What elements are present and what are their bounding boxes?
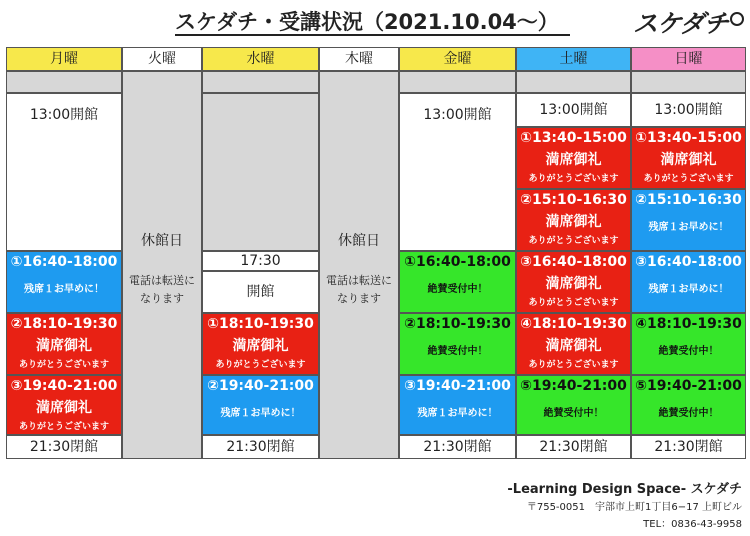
phone-note: 電話は転送に (326, 274, 392, 287)
open-label: 開館 (202, 271, 319, 313)
slot-time: ②18:10-19:30 (404, 316, 511, 332)
before-open (202, 93, 319, 251)
slot-status: 満席御礼 (545, 338, 602, 354)
slot-mon-1 (6, 251, 122, 313)
close-time: 21:30閉館 (516, 435, 631, 459)
slot-time: ③19:40-21:00 (10, 378, 118, 394)
header-fri: 金曜 (399, 47, 516, 71)
slot-sat-4 (516, 313, 631, 375)
slot-substatus: ありがとうございます (215, 360, 306, 370)
slot-time: ③16:40-18:00 (520, 254, 627, 270)
slot-status: 残席１お早めに！ (417, 408, 498, 419)
slot-time: ③16:40-18:00 (635, 254, 742, 270)
slot-time: ⑤19:40-21:00 (520, 378, 627, 394)
closed-day-thu (319, 71, 399, 459)
slot-status: 残席１お早めに！ (220, 408, 301, 419)
slot-sun-3 (631, 251, 746, 313)
slot-fri-1 (399, 251, 516, 313)
slot-status: 満席御礼 (545, 276, 602, 292)
slot-substatus: ありがとうございます (528, 360, 619, 370)
slot-status: 満席御礼 (660, 152, 717, 168)
slot-status: 満席御礼 (36, 400, 92, 416)
slot-time: ①16:40-18:00 (404, 254, 511, 270)
slot-substatus: ありがとうございます (18, 360, 109, 370)
slot-sun-1 (631, 127, 746, 189)
slot-sun-4 (631, 313, 746, 375)
slot-time: ②15:10-16:30 (520, 192, 627, 208)
slot-wed-2 (202, 375, 319, 435)
slot-time: ①18:10-19:30 (207, 316, 314, 332)
slot-sat-3 (516, 251, 631, 313)
closed-day-tue (122, 71, 202, 459)
open-time: 13:00開館 (516, 93, 631, 127)
phone-note-2: なります (140, 292, 184, 305)
slot-wed-1 (202, 313, 319, 375)
open-time: 13:00開館 (631, 93, 746, 127)
slot-status: 満席御礼 (545, 214, 602, 230)
slot-sun-2 (631, 189, 746, 251)
slot-substatus: ありがとうございます (18, 422, 109, 432)
header-wed: 水曜 (202, 47, 319, 71)
slot-time: ③19:40-21:00 (404, 378, 511, 394)
slot-substatus: ありがとうございます (528, 236, 619, 246)
phone-note-2: なります (337, 292, 381, 305)
header-tue: 火曜 (122, 47, 202, 71)
spacer-row (516, 71, 631, 93)
footer-tel: TEL：0836-43-9958 (643, 519, 742, 530)
spacer-row (202, 71, 319, 93)
slot-time: ②15:10-16:30 (635, 192, 742, 208)
spacer-row (6, 71, 122, 93)
spacer-row (631, 71, 746, 93)
closed-label: 休館日 (338, 233, 380, 249)
slot-status: 満席御礼 (545, 152, 602, 168)
logo-text: スケダチ (633, 9, 728, 38)
slot-time: ②18:10-19:30 (10, 316, 118, 332)
slot-time: ②19:40-21:00 (207, 378, 314, 394)
slot-status: 絶賛受付中！ (427, 284, 488, 295)
open-time: 17:30 (202, 251, 319, 271)
slot-status: 絶賛受付中！ (543, 408, 604, 419)
slot-status: 満席御礼 (36, 338, 92, 354)
slot-time: ①13:40-15:00 (635, 130, 742, 146)
header-mon: 月曜 (6, 47, 122, 71)
slot-time: ⑤19:40-21:00 (635, 378, 742, 394)
header-sun: 日曜 (631, 47, 746, 71)
close-time: 21:30閉館 (631, 435, 746, 459)
page-title: スケダチ・受講状況（2021.10.04〜） (175, 6, 570, 36)
closed-label: 休館日 (141, 233, 183, 249)
slot-mon-2 (6, 313, 122, 375)
slot-status: 残席１お早めに！ (24, 284, 104, 295)
spacer-row (399, 71, 516, 93)
slot-sat-1 (516, 127, 631, 189)
open-time: 13:00開館 (399, 93, 516, 251)
logo-mark-icon (730, 12, 744, 26)
footer-address: 〒755-0051 宇部市上町1丁目6−17 上町ビル (526, 502, 742, 513)
header-thu: 木曜 (319, 47, 399, 71)
slot-mon-3 (6, 375, 122, 435)
slot-status: 満席御礼 (232, 338, 289, 354)
close-time: 21:30閉館 (399, 435, 516, 459)
slot-fri-3 (399, 375, 516, 435)
slot-sun-5 (631, 375, 746, 435)
slot-status: 絶賛受付中！ (658, 346, 719, 357)
slot-sat-2 (516, 189, 631, 251)
phone-note: 電話は転送に (129, 274, 195, 287)
slot-status: 残席１お早めに！ (648, 284, 729, 295)
slot-substatus: ありがとうございます (643, 174, 734, 184)
open-time: 13:00開館 (6, 93, 122, 251)
slot-status: 残席１お早めに！ (648, 222, 729, 233)
logo (633, 4, 744, 40)
slot-status: 絶賛受付中！ (658, 408, 719, 419)
footer-org: -Learning Design Space- スケダチ (507, 482, 742, 497)
slot-time: ④18:10-19:30 (520, 316, 627, 332)
close-time: 21:30閉館 (6, 435, 122, 459)
slot-substatus: ありがとうございます (528, 298, 619, 308)
slot-substatus: ありがとうございます (528, 174, 619, 184)
slot-sat-5 (516, 375, 631, 435)
slot-time: ①16:40-18:00 (10, 254, 118, 270)
slot-time: ④18:10-19:30 (635, 316, 742, 332)
slot-status: 絶賛受付中！ (427, 346, 488, 357)
header-sat: 土曜 (516, 47, 631, 71)
slot-time: ①13:40-15:00 (520, 130, 627, 146)
close-time: 21:30閉館 (202, 435, 319, 459)
slot-fri-2 (399, 313, 516, 375)
